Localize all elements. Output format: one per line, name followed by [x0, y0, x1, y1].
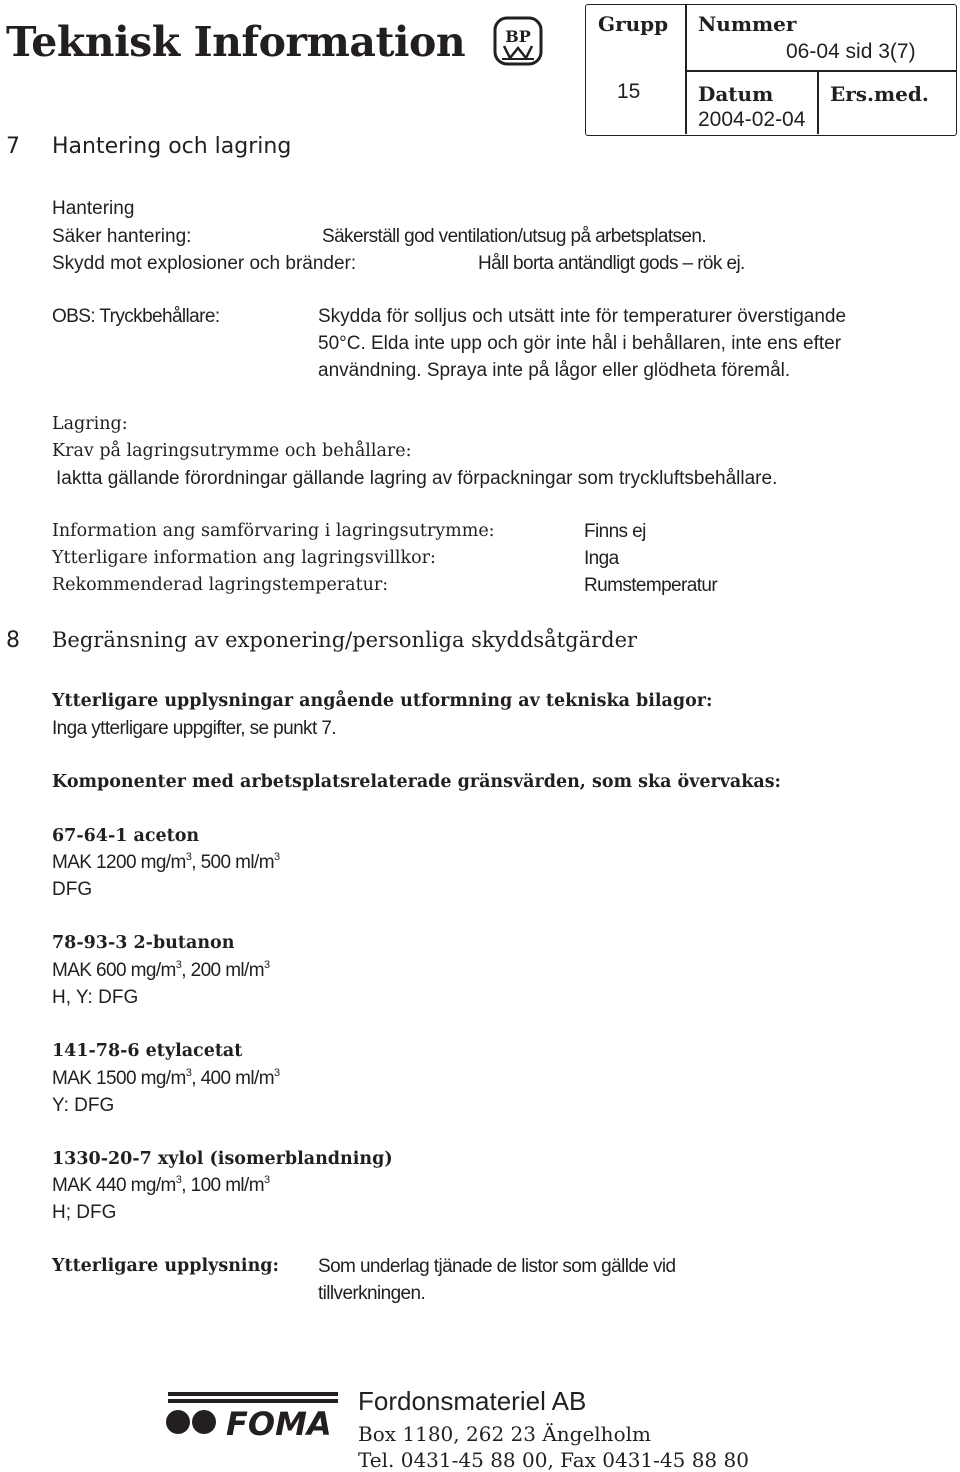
lagring-heading: Lagring:	[52, 414, 128, 434]
bp-logo-text: BP	[505, 27, 531, 46]
storage-row-value: Inga	[584, 548, 619, 569]
section-7-title: Hantering och lagring	[52, 134, 292, 159]
saker-hantering-label: Säker hantering:	[52, 226, 192, 247]
ytterligare-upplysning-line: tillverkningen.	[318, 1283, 426, 1304]
component-name: 141-78-6 etylacetat	[52, 1041, 243, 1061]
bp-emblem-icon	[492, 15, 544, 67]
section-8-number: 8	[6, 628, 20, 653]
upplysningar-heading: Ytterligare upplysningar angående utformning av tekniska bilagor:	[52, 691, 713, 711]
component-note: DFG	[52, 879, 93, 900]
document-title: Teknisk Information	[6, 18, 466, 66]
component-mak: MAK 600 $mg/m^3$, 200 $ml/m^3$	[52, 959, 270, 981]
storage-row-label: Ytterligare information ang lagringsvillkor:	[52, 548, 436, 568]
component-name: 1330-20-7 xylol (isomerblandning)	[52, 1149, 393, 1169]
storage-row-value: Rumstemperatur	[584, 575, 718, 596]
upplysningar-text: Inga ytterligare uppgifter, se punkt 7.	[52, 718, 336, 739]
datum-value: 2004-02-04	[698, 108, 806, 131]
storage-row-value: Finns ej	[584, 521, 646, 542]
obs-line: Skydda för solljus och utsätt inte för temperaturer överstigande	[318, 306, 847, 327]
bp-logo	[492, 15, 544, 67]
component-mak: MAK 1200 $mg/m^3$, 500 $ml/m^3$	[52, 851, 280, 873]
section-8-title: Begränsning av exponering/personliga skyddsåtgärder	[52, 628, 638, 652]
krav-label: Krav på lagringsutrymme och behållare:	[52, 441, 412, 461]
header-divider	[685, 4, 687, 134]
datum-label: Datum	[698, 82, 774, 106]
footer-phone: Tel. 0431-45 88 00, Fax 0431-45 88 80	[358, 1448, 749, 1472]
storage-row-label: Information ang samförvaring i lagringsutrymme:	[52, 521, 495, 541]
header-divider	[685, 70, 957, 72]
component-name: 67-64-1 aceton	[52, 826, 200, 846]
footer-address: Box 1180, 262 23 Ängelholm	[358, 1422, 651, 1446]
ytterligare-upplysning-line: Som underlag tjänade de listor som gällde vid	[318, 1256, 676, 1277]
nummer-value: 06-04 sid 3(7)	[786, 40, 916, 63]
header-divider	[817, 70, 819, 134]
grupp-value: 15	[617, 80, 641, 103]
foma-logo-icon	[164, 1390, 342, 1442]
component-note: H, Y: DFG	[52, 987, 139, 1008]
component-mak: MAK 440 $mg/m^3$, 100 $ml/m^3$	[52, 1174, 270, 1196]
storage-row-label: Rekommenderad lagringstemperatur:	[52, 575, 389, 595]
nummer-label: Nummer	[698, 12, 797, 36]
obs-label: OBS: Tryckbehållare:	[52, 306, 220, 327]
skydd-value: Håll borta antändligt gods – rök ej.	[478, 253, 745, 274]
component-name: 78-93-3 2-butanon	[52, 933, 235, 953]
komponenter-heading: Komponenter med arbetsplatsrelaterade gränsvärden, som ska övervakas:	[52, 772, 782, 792]
obs-line: användning. Spraya inte på lågor eller glödheta föremål.	[318, 360, 791, 381]
component-note: H; DFG	[52, 1202, 117, 1223]
foma-logo	[164, 1390, 342, 1442]
foma-logo-text: FOMA	[226, 1405, 332, 1442]
hantering-heading: Hantering	[52, 198, 135, 219]
component-note: Y: DFG	[52, 1095, 115, 1116]
grupp-label: Grupp	[598, 12, 669, 36]
skydd-label: Skydd mot explosioner och bränder:	[52, 253, 357, 274]
footer-company: Fordonsmateriel AB	[358, 1386, 587, 1416]
saker-hantering-value: Säkerställ god ventilation/utsug på arbetsplatsen.	[322, 226, 707, 247]
krav-text: Iaktta gällande förordningar gällande lagring av förpackningar som tryckluftsbehållare.	[56, 468, 778, 489]
ytterligare-upplysning-label: Ytterligare upplysning:	[52, 1256, 279, 1276]
ersmed-label: Ers.med.	[830, 82, 929, 106]
obs-line: 50°C. Elda inte upp och gör inte hål i behållaren, inte ens efter	[318, 333, 842, 354]
component-mak: MAK 1500 $mg/m^3$, 400 $ml/m^3$	[52, 1067, 280, 1089]
section-7-number: 7	[6, 134, 20, 159]
